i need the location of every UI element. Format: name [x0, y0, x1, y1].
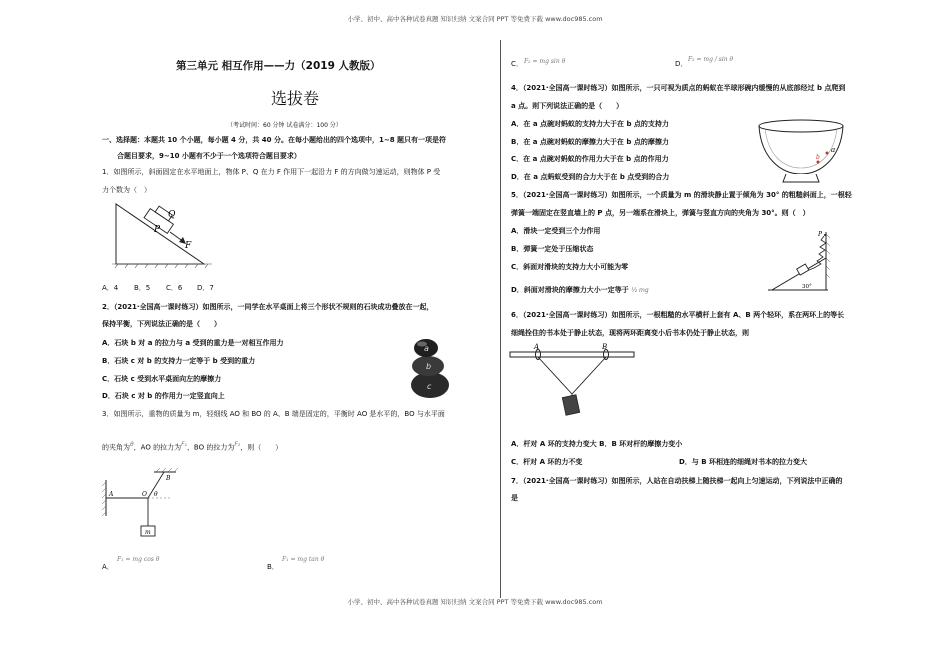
- section1-line2: 合题目要求，9~10 小题有不少于一个选项符合题目要求）: [117, 152, 301, 160]
- q6-label-a: A: [534, 343, 540, 351]
- q4-option-d: D．在 a 点蚂蚁受到的合力大于在 b 点受到的合力: [511, 173, 670, 181]
- q5-label-angle: 30°: [802, 284, 812, 290]
- q3-line2-part-b: ，AO 的拉力为: [133, 443, 182, 452]
- q4-bowl-base: [783, 174, 819, 182]
- q3-label-m: m: [145, 529, 151, 536]
- q1-ground-hatch: [112, 264, 212, 268]
- page-header: 小学、初中、高中各种试卷真题 知识归纳 文案合同 PPT 等免费下载 www.doc985.com: [347, 15, 603, 23]
- q5-line1: 5．（2021·全国高一课时练习）如图所示，一个质量为 m 的滑块静止置于倾角为 30° 的粗糙斜面上，一根轻: [511, 191, 852, 199]
- q5-line2: 弹簧一端固定在竖直墙上的 P 点，另一端系在滑块上，弹簧与竖直方向的夹角为 30°。则（ ）: [511, 209, 810, 217]
- q3-line2-part-a: 的夹角为: [102, 443, 130, 452]
- q4-point-a: [826, 152, 829, 155]
- q6-option-d: D．与 B 环相连的细绳对书本的拉力变大: [679, 458, 808, 466]
- q6-line2: 细绳拴住的书本处于静止状态，现将两环距离变小后书本仍处于静止状态，则: [511, 329, 749, 337]
- q5-spring-figure: [768, 230, 856, 294]
- q3-label-a: A: [109, 491, 114, 498]
- column-divider: [500, 40, 501, 598]
- q3-option-a-label: A．: [102, 563, 114, 571]
- q3-option-b-label: B．: [267, 563, 279, 571]
- q4-option-a: A．在 a 点碗对蚂蚁的支持力大于在 b 点的支持力: [511, 120, 669, 128]
- q2-option-a: A．石块 b 对 a 的拉力与 a 受到的重力是一对相互作用力: [102, 339, 284, 347]
- q2-label-a: a: [424, 344, 429, 353]
- q6-book: [562, 395, 579, 416]
- q2-label-b: b: [426, 362, 432, 371]
- q1-line2: 力个数为（ ）: [102, 186, 151, 194]
- q6-rod: [510, 352, 634, 357]
- q5-option-d-formula: ½ mg: [631, 287, 649, 294]
- q3-line2: [102, 440, 282, 452]
- q2-option-d: D．石块 c 对 b 的作用力一定竖直向上: [102, 392, 225, 400]
- q6-option-c: C．杆对 A 环的力不变: [511, 458, 583, 466]
- q1-option-b: B．5: [134, 284, 151, 292]
- exam-subtitle: 选拔卷: [271, 89, 320, 108]
- q1-option-d: D．7: [197, 284, 214, 292]
- page-title: 第三单元 相互作用——力（2019 人教版）: [176, 60, 381, 72]
- q3-option-c-formula: F₂ = mg sin θ: [524, 58, 566, 65]
- q3-option-b-formula: F₁ = mg tan θ: [282, 556, 325, 563]
- q2-line1: 2．（2021·全国高一课时练习）如图所示，一同学在水平桌面上将三个形状不规则的石块成功叠放在一起，: [102, 303, 434, 311]
- q3-line1: 3．如图所示，重物的质量为 m，轻细线 AO 和 BO 的 A、B 端是固定的，平衡时 AO 是水平的，BO 与水平面: [102, 410, 445, 418]
- page-footer: 小学、初中、高中各种试卷真题 知识归纳 文案合同 PPT 等免费下载 www.doc985.com: [347, 598, 603, 606]
- q5-label-p: P: [818, 231, 823, 238]
- q1-label-q: Q: [168, 210, 176, 220]
- q4-bowl-rim: [759, 120, 843, 132]
- q3-line2-part-d: ，则（ ）: [240, 443, 283, 452]
- q2-label-c: c: [427, 382, 432, 391]
- q2-option-c: C．石块 c 受到水平桌面向左的摩擦力: [102, 375, 222, 383]
- q5-option-c: C．斜面对滑块的支持力大小可能为零: [511, 263, 629, 271]
- q3-label-b: B: [166, 475, 171, 482]
- exam-info: （考试时间：60 分钟 试卷满分：100 分）: [227, 122, 342, 129]
- q4-bowl-inner: [765, 128, 837, 168]
- q6-rod-figure: [508, 340, 638, 426]
- q6-line1: 6．（2021·全国高一课时练习）如图所示，一根粗糙的水平横杆上套有 A、B 两个轻环，系在两环上的等长: [511, 311, 845, 319]
- q6-label-b: B: [602, 343, 608, 351]
- q5-option-a: A．滑块一定受到三个力作用: [511, 227, 601, 235]
- q4-option-b: B．在 a 点碗对蚂蚁的摩擦力大于在 b 点的摩擦力: [511, 138, 669, 146]
- q3-option-c-label: C．: [511, 60, 523, 68]
- q6-options-row1: A．杆对 A 环的支持力变大 B．B 环对杆的摩擦力变小: [511, 440, 683, 448]
- q1-option-a: A．4: [102, 284, 119, 292]
- q3-label-theta: θ: [154, 491, 158, 498]
- q4-line1: 4．（2021·全国高一课时练习）如图所示，一只可视为质点的蚂蚁在半球形碗内缓慢的从底部经过 b 点爬到: [511, 84, 846, 92]
- q2-line2: 保持平衡，下列说法正确的是（ ）: [102, 320, 221, 328]
- q3-option-a-formula: F₁ = mg cos θ: [117, 556, 160, 563]
- q4-option-c: C．在 a 点碗对蚂蚁的作用力大于在 b 点的作用力: [511, 155, 669, 163]
- q1-label-f: F: [185, 241, 192, 251]
- section1-line1: 一、选择题：本题共 10 个小题，每小题 4 分，共 40 分。在每小题给出的四个选项中，1~8 题只有一项是符: [102, 136, 447, 144]
- q5-option-d: [511, 286, 649, 295]
- q3-f1-symbol: F₁: [181, 441, 187, 448]
- q4-line2: a 点。则下列说法正确的是（ ）: [511, 102, 624, 110]
- q6-rope-a: [538, 357, 572, 394]
- q5-incline: [772, 258, 826, 290]
- q3-string-figure: [100, 468, 190, 548]
- q1-option-c: C．6: [166, 284, 183, 292]
- q3-label-o: O: [142, 491, 147, 498]
- q7-line1: 7．（2021·全国高一课时练习）如图所示，人站在自动扶梯上随扶梯一起向上匀速运动，下列说法中正确的: [511, 477, 843, 485]
- q2-stones-figure: [402, 335, 458, 401]
- q2-option-b: B．石块 c 对 b 的支持力一定等于 b 受到的重力: [102, 357, 256, 365]
- q3-theta-symbol: θ: [130, 441, 134, 448]
- q6-rope-b: [572, 357, 606, 394]
- q4-bowl-figure: [756, 118, 848, 190]
- q5-option-b: B．弹簧一定处于压缩状态: [511, 245, 594, 253]
- q3-option-d-label: D．: [675, 60, 688, 68]
- q4-label-a: a: [831, 146, 836, 154]
- q1-incline-figure: [112, 200, 222, 270]
- q1-line1: 1．如图所示，斜面固定在水平地面上，物体 P、Q 在力 F 作用下一起沿力 F 的方向做匀速运动，则物体 P 受: [102, 168, 441, 176]
- q3-option-d-formula: F₂ = mg / sin θ: [688, 56, 734, 63]
- q5-option-d-text: D．斜面对滑块的摩擦力大小一定等于: [511, 286, 629, 294]
- q1-label-p: P: [154, 225, 161, 235]
- q4-label-b: b: [816, 154, 820, 161]
- q7-line2: 是: [511, 494, 518, 502]
- q3-f2-symbol: F₂: [234, 441, 241, 448]
- q3-line2-part-c: ，BO 的拉力为: [186, 443, 235, 452]
